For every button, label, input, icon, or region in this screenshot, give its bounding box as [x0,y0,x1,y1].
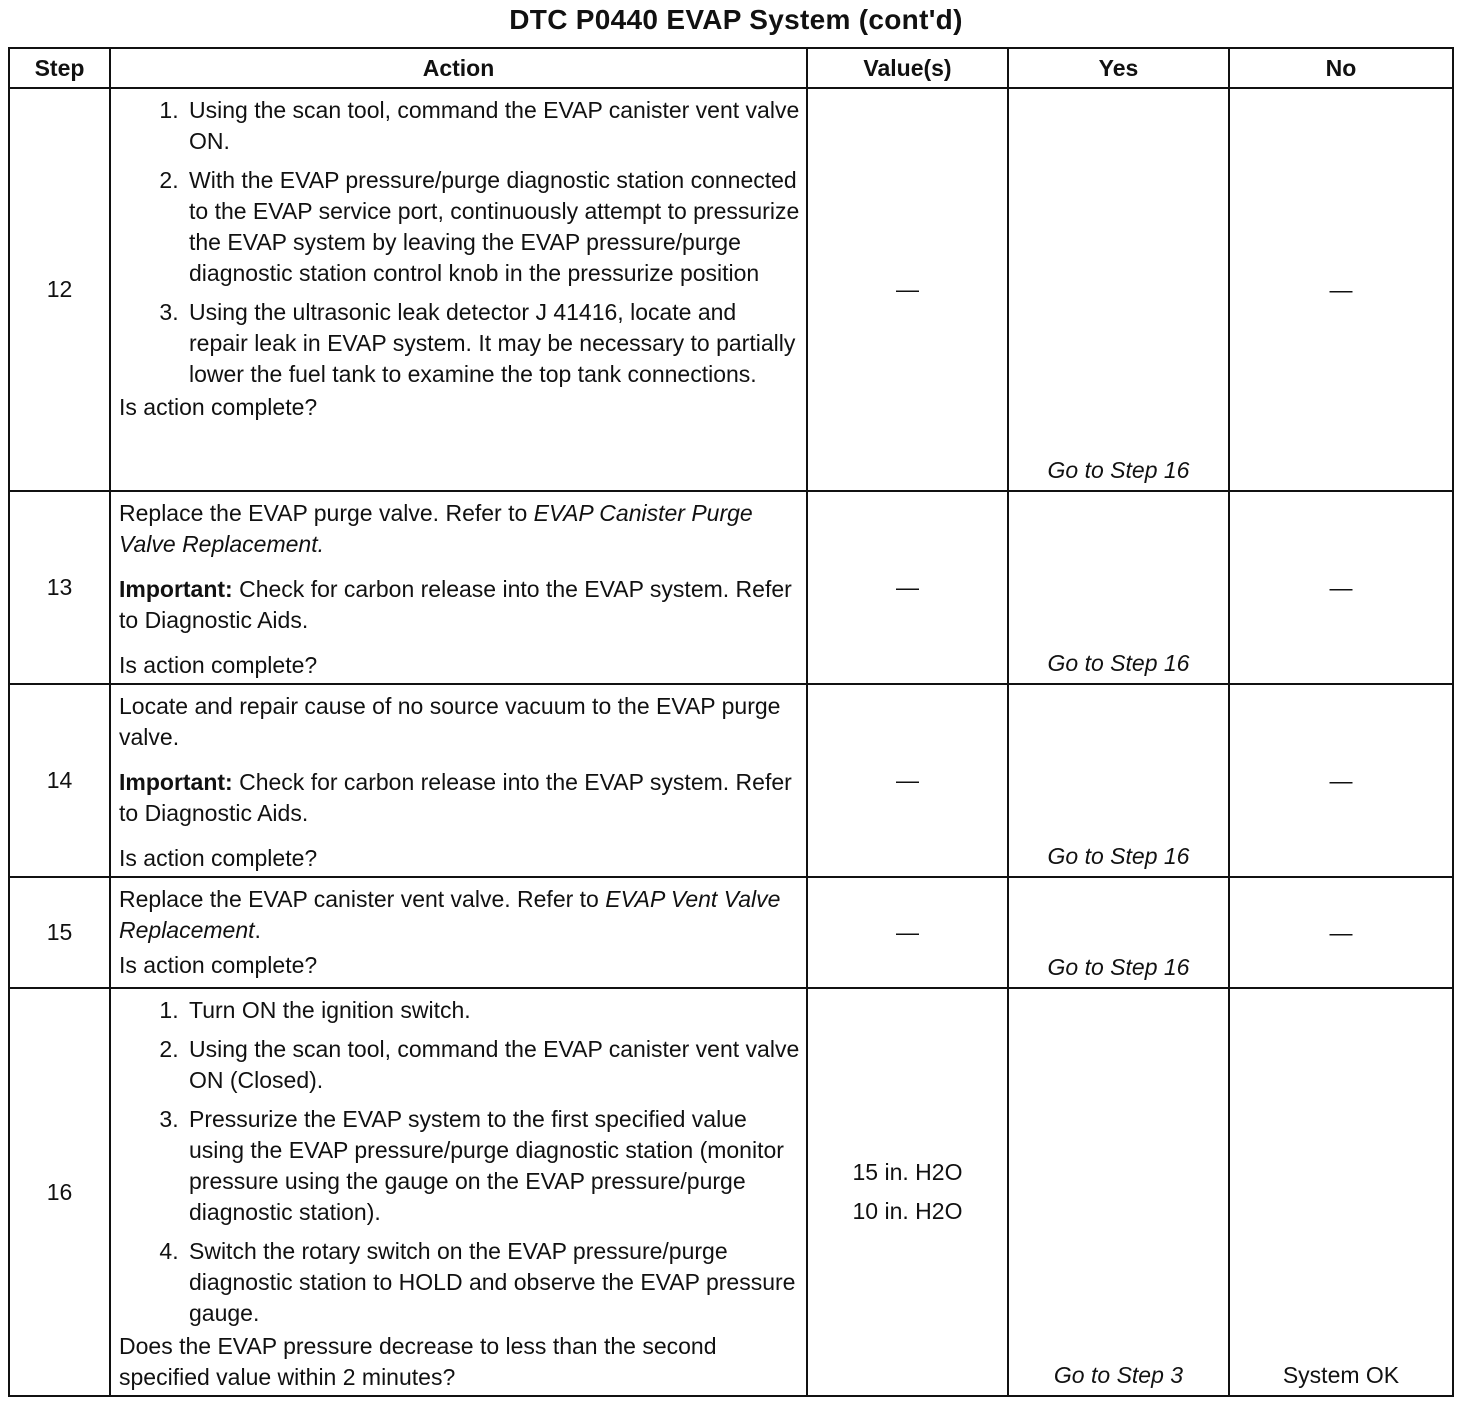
yes-cell [1008,988,1229,1396]
action-cell [110,877,807,988]
action-steps [119,95,800,390]
action-text [119,884,800,946]
action-step: 3. Pressurize the EVAP system to the first specified value using the EVAP pressure/purge diagnostic station (monitor pressure using the gauge on the EVAP pressure/purge diagnostic station). [185,1104,800,1228]
header-row [9,48,1453,88]
no-cell [1229,988,1453,1396]
important-label: Important: [119,769,233,795]
important-text: Check for carbon release into the EVAP system. Refer to Diagnostic Aids. [119,769,792,826]
action-instruction: Replace the EVAP canister vent valve. Refer to [119,886,606,912]
action-instruction: Replace the EVAP purge valve. Refer to [119,500,534,526]
no-value: — [1329,276,1353,302]
yes-cell [1008,491,1229,684]
value-cell: — [807,491,1008,684]
header-action: Action [110,48,807,88]
header-no: No [1229,48,1453,88]
step-number: 13 [9,491,110,684]
reference-link[interactable]: EVAP Vent Valve Replacement [119,886,781,943]
action-step: 1. Using the scan tool, command the EVAP canister vent valve ON. [185,95,800,157]
action-cell [110,684,807,877]
table-row [9,877,1453,988]
first-specified-value: 15 in. H2O [852,1159,963,1185]
yes-goto-link[interactable]: Go to Step 16 [1047,650,1190,676]
action-step: 1. Turn ON the ignition switch. [185,995,800,1026]
action-question: Is action complete? [119,394,318,420]
no-cell [1229,88,1453,491]
no-cell [1229,491,1453,684]
diagnostic-table [8,47,1454,1397]
action-question: Does the EVAP pressure decrease to less than the second specified value within 2 minutes? [119,1333,717,1390]
step-number: 12 [9,88,110,491]
action-steps [119,995,800,1329]
value-cell: — [807,88,1008,491]
action-step: 4. Switch the rotary switch on the EVAP pressure/purge diagnostic station to HOLD and observe the EVAP pressure gauge. [185,1236,800,1329]
no-value: — [1329,919,1353,945]
value-cell [807,988,1008,1396]
value-cell: — [807,877,1008,988]
table-row [9,88,1453,491]
action-step: 3. Using the ultrasonic leak detector J 41416, locate and repair leak in EVAP system. It may be necessary to partially lower the fuel tank to examine the top tank connections. [185,297,800,390]
no-cell [1229,877,1453,988]
table-row [9,684,1453,877]
values-list [808,1153,1007,1231]
yes-goto-link[interactable]: Go to Step 16 [1047,954,1190,980]
step-number: 16 [9,988,110,1396]
action-question: Is action complete? [119,652,318,678]
table-row [9,491,1453,684]
action-step: 2. Using the scan tool, command the EVAP canister vent valve ON (Closed). [185,1034,800,1096]
table-row [9,988,1453,1396]
action-text [119,498,800,560]
header-yes: Yes [1008,48,1229,88]
action-question: Is action complete? [119,845,318,871]
yes-cell [1008,877,1229,988]
reference-suffix: . [254,917,261,943]
yes-cell [1008,684,1229,877]
action-text: Locate and repair cause of no source vacuum to the EVAP purge valve. [119,693,781,750]
no-value: — [1329,767,1353,793]
step-number: 15 [9,877,110,988]
no-value: — [1329,574,1353,600]
second-specified-value: 10 in. H2O [852,1198,963,1224]
header-step: Step [9,48,110,88]
step-number: 14 [9,684,110,877]
important-note [119,574,800,636]
important-label: Important: [119,576,233,602]
value-cell: — [807,684,1008,877]
action-cell [110,88,807,491]
reference-link[interactable]: EVAP Canister Purge Valve Replacement. [119,500,753,557]
action-cell [110,988,807,1396]
no-result: System OK [1282,1362,1400,1388]
no-cell [1229,684,1453,877]
action-question: Is action complete? [119,952,318,978]
important-note [119,767,800,829]
important-text: Check for carbon release into the EVAP system. Refer to Diagnostic Aids. [119,576,792,633]
yes-goto-link[interactable]: Go to Step 16 [1047,843,1190,869]
header-values: Value(s) [807,48,1008,88]
action-step: 2. With the EVAP pressure/purge diagnostic station connected to the EVAP service port, continuously attempt to pressurize the EVAP system by leaving the EVAP pressure/purge diagnostic station control knob in the pressurize position [185,165,800,289]
action-cell [110,491,807,684]
yes-goto-link[interactable]: Go to Step 3 [1053,1362,1184,1388]
yes-goto-link[interactable]: Go to Step 16 [1047,457,1190,483]
page-title: DTC P0440 EVAP System (cont'd) [509,4,963,35]
yes-cell [1008,88,1229,491]
